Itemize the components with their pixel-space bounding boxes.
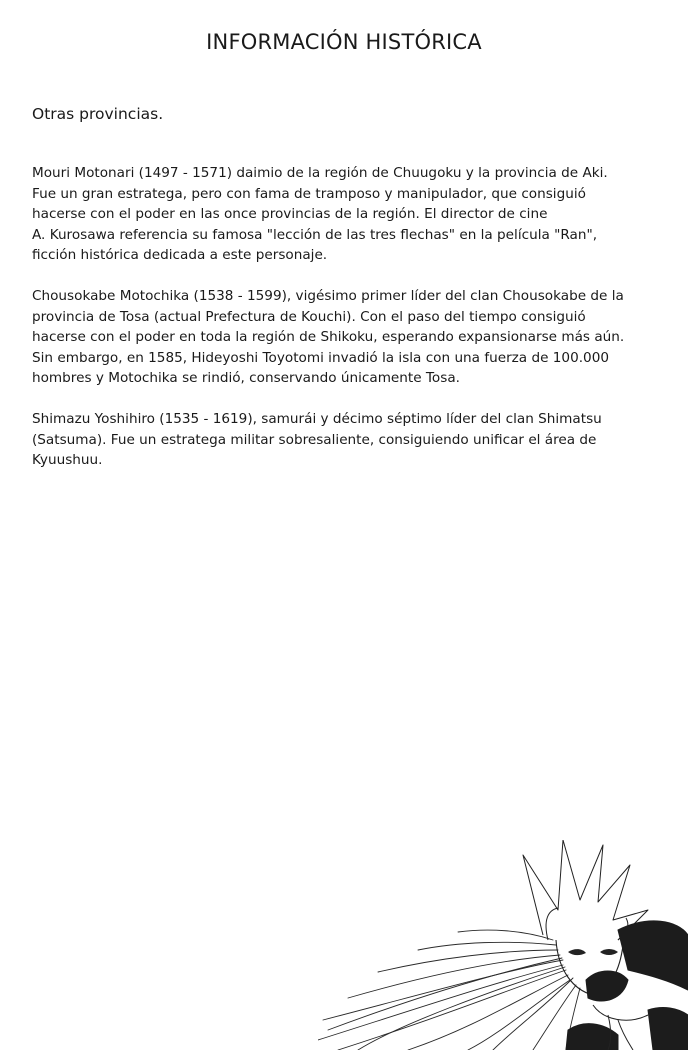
manga-character-illustration: [318, 840, 688, 1050]
section-subtitle: Otras provincias.: [32, 105, 164, 123]
text-line: Chousokabe Motochika (1538 - 1599), vigésimo primer líder del clan Chousokabe de la: [32, 288, 624, 304]
text-line: Sin embargo, en 1585, Hideyoshi Toyotomi invadió la isla con una fuerza de 100.000: [32, 349, 609, 366]
text-line: ficción histórica dedicada a este personaje.: [32, 247, 328, 263]
text-line: (Satsuma). Fue un estratega militar sobresaliente, consiguiendo unificar el área de: [32, 431, 597, 448]
text-line: Shimazu Yoshihiro (1535 - 1619), samurái y décimo séptimo líder del clan Shimatsu: [32, 411, 602, 427]
page-title: INFORMACIÓN HISTÓRICA: [206, 30, 482, 54]
document-body: [32, 163, 662, 491]
paragraph-mouri-motonari: [32, 163, 662, 266]
paragraph-chousokabe-motochika: [32, 286, 662, 389]
text-line: Fue un gran estratega, pero con fama de tramposo y manipulador, que consiguió: [32, 185, 586, 202]
text-line: hacerse con el poder en toda la región de Shikoku, esperando expansionarse más aún.: [32, 329, 625, 345]
text-line: provincia de Tosa (actual Prefectura de Kouchi). Con el paso del tiempo consiguió: [32, 308, 586, 325]
text-line: hacerse con el poder en las once provincias de la región. El director de cine: [32, 206, 548, 222]
text-line: A. Kurosawa referencia su famosa "lección de las tres flechas" en la película "Ran",: [32, 226, 598, 243]
text-line: hombres y Motochika se rindió, conservando únicamente Tosa.: [32, 370, 460, 386]
text-line: Mouri Motonari (1497 - 1571) daimio de la región de Chuugoku y la provincia de Aki.: [32, 165, 608, 181]
paragraph-shimazu-yoshihiro: [32, 409, 662, 471]
text-line: Kyuushuu.: [32, 452, 103, 468]
